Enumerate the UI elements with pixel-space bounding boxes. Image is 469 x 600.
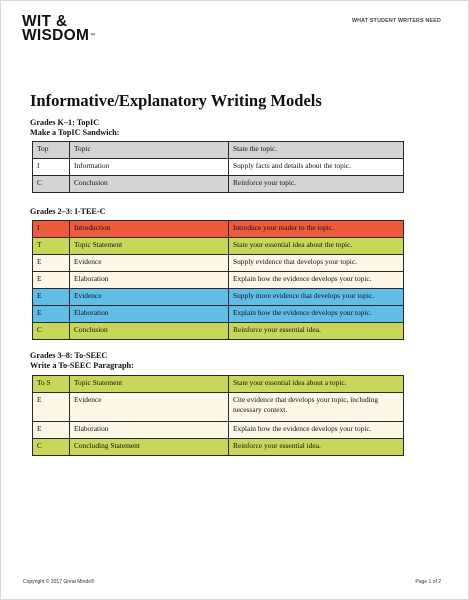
table-cell-c1: E bbox=[33, 272, 70, 289]
table-cell-c1: E bbox=[33, 306, 70, 323]
table-row bbox=[33, 439, 404, 456]
table-cell-c3: Explain how the evidence develops your topic. bbox=[229, 306, 404, 323]
section1-grade-heading: Grades K–1: TopIC bbox=[30, 118, 100, 127]
table-row bbox=[33, 255, 404, 272]
table-cell-c1: I bbox=[33, 159, 70, 176]
header-tagline: WHAT STUDENT WRITERS NEED bbox=[351, 18, 441, 24]
table-row bbox=[33, 159, 404, 176]
table-cell-c3: Reinforce your topic. bbox=[229, 176, 404, 193]
table-cell-c2: Elaboration bbox=[70, 422, 229, 439]
table-row bbox=[33, 142, 404, 159]
page-number: Page 1 of 2 bbox=[415, 579, 441, 585]
table-row bbox=[33, 422, 404, 439]
table-cell-c1: I bbox=[33, 221, 70, 238]
section1-heading bbox=[30, 118, 119, 138]
table-cell-c3: Cite evidence that develops your topic, including necessary context. bbox=[229, 393, 404, 422]
table-cell-c1: C bbox=[33, 439, 70, 456]
table-cell-c2: Evidence bbox=[70, 393, 229, 422]
logo-line-2: WISDOM bbox=[22, 27, 90, 44]
table-cell-c1: T bbox=[33, 238, 70, 255]
logo-trademark: ™ bbox=[90, 33, 96, 39]
table-cell-c3: Introduce your reader to the topic. bbox=[229, 221, 404, 238]
table-cell-c2: Evidence bbox=[70, 255, 229, 272]
table-cell-c1: To S bbox=[33, 376, 70, 393]
table-cell-c2: Elaboration bbox=[70, 306, 229, 323]
table-cell-c2: Conclusion bbox=[70, 323, 229, 340]
table-cell-c1: C bbox=[33, 176, 70, 193]
table-row bbox=[33, 289, 404, 306]
table-cell-c3: State the topic. bbox=[229, 142, 404, 159]
itee-c-table bbox=[32, 220, 404, 340]
to-seec-table bbox=[32, 375, 404, 456]
table-cell-c2: Elaboration bbox=[70, 272, 229, 289]
table-cell-c3: Reinforce your essential idea. bbox=[229, 323, 404, 340]
table-row bbox=[33, 306, 404, 323]
table-row bbox=[33, 221, 404, 238]
table-cell-c3: Explain how the evidence develops your topic. bbox=[229, 422, 404, 439]
table-cell-c2: Introduction bbox=[70, 221, 229, 238]
table-cell-c1: C bbox=[33, 323, 70, 340]
table-row bbox=[33, 238, 404, 255]
table-row bbox=[33, 393, 404, 422]
section3-grade-heading: Grades 3–8: To-SEEC bbox=[30, 351, 108, 360]
table-cell-c2: Information bbox=[70, 159, 229, 176]
table-cell-c3: Explain how the evidence develops your topic. bbox=[229, 272, 404, 289]
table-cell-c2: Topic Statement bbox=[70, 376, 229, 393]
table-row bbox=[33, 376, 404, 393]
table-cell-c3: State your essential idea about the topic. bbox=[229, 238, 404, 255]
page-title: Informative/Explanatory Writing Models bbox=[30, 91, 322, 110]
wit-and-wisdom-logo bbox=[22, 15, 96, 43]
table-row bbox=[33, 272, 404, 289]
table-cell-c1: E bbox=[33, 289, 70, 306]
table-cell-c3: Supply evidence that develops your topic. bbox=[229, 255, 404, 272]
section2-heading bbox=[30, 207, 106, 217]
table-cell-c1: E bbox=[33, 422, 70, 439]
section3-heading bbox=[30, 351, 134, 371]
table-cell-c2: Conclusion bbox=[70, 176, 229, 193]
table-cell-c2: Topic Statement bbox=[70, 238, 229, 255]
table-cell-c1: Top bbox=[33, 142, 70, 159]
logo-line-1: WIT & bbox=[22, 13, 68, 30]
table-cell-c3: Supply more evidence that develops your topic. bbox=[229, 289, 404, 306]
table-cell-c2: Concluding Statement bbox=[70, 439, 229, 456]
table-row bbox=[33, 323, 404, 340]
topic-table bbox=[32, 141, 404, 193]
section3-subheading: Write a To-SEEC Paragraph: bbox=[30, 361, 134, 370]
table-cell-c1: E bbox=[33, 393, 70, 422]
table-cell-c3: Reinforce your essential idea. bbox=[229, 439, 404, 456]
copyright-notice: Copyright © 2017 Great Minds® bbox=[23, 579, 95, 585]
section2-grade-heading: Grades 2–3: I-TEE-C bbox=[30, 207, 106, 216]
table-cell-c2: Topic bbox=[70, 142, 229, 159]
table-cell-c2: Evidence bbox=[70, 289, 229, 306]
table-cell-c1: E bbox=[33, 255, 70, 272]
table-row bbox=[33, 176, 404, 193]
section1-subheading: Make a TopIC Sandwich: bbox=[30, 128, 120, 137]
table-cell-c3: Supply facts and details about the topic. bbox=[229, 159, 404, 176]
table-cell-c3: State your essential idea about a topic. bbox=[229, 376, 404, 393]
